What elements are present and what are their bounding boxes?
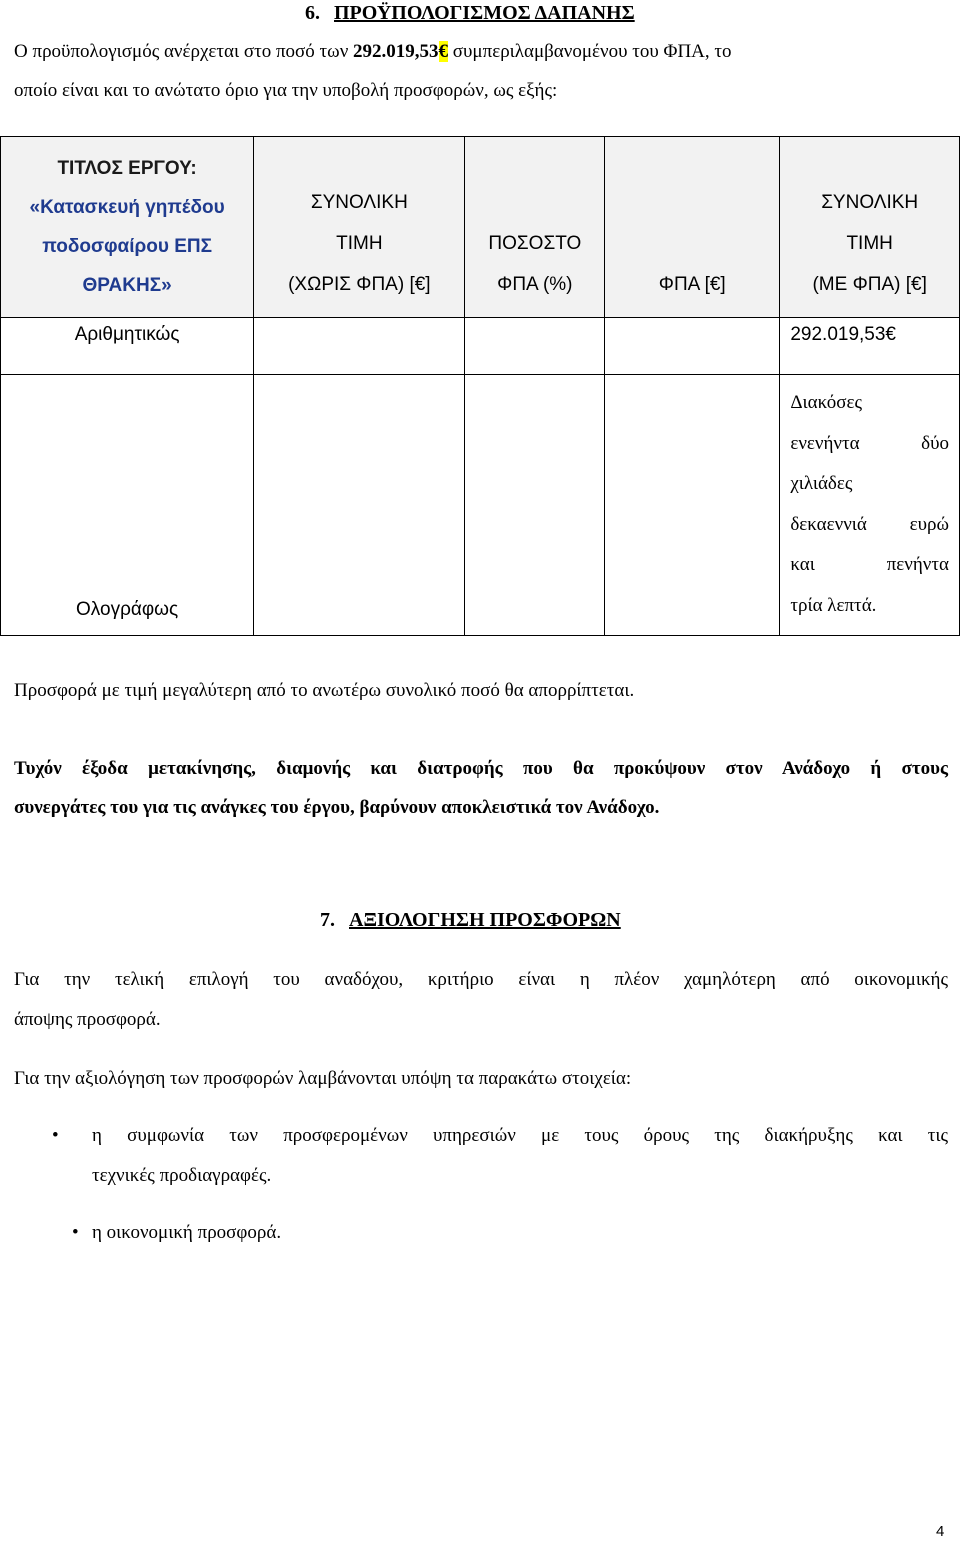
intro-suffix: συμπεριλαμβανομένου του ΦΠΑ, το [448,41,732,62]
section-6-title: ΠΡΟΫΠΟΛΟΓΙΣΜΟΣ ΔΑΠΑΝΗΣ [334,2,635,24]
intro-prefix: Ο προϋπολογισμός ανέρχεται στο ποσό των [14,41,354,62]
project-title-line: «Κατασκευή γηπέδου [29,197,225,218]
col-net-price-header [254,137,465,318]
bullet-item-1-line-1: η συμφωνία των προσφερομένων υπηρεσιών με τους όρους της διακήρυξης και τις [92,1125,948,1146]
euro-highlight: € [438,41,449,62]
col-header-line: (ΜΕ ΦΠΑ) [€] [812,274,927,295]
cell-empty [605,318,780,375]
cell-empty [254,318,465,375]
amount-words-line: δεκαεννιά ευρώ [790,513,949,535]
row-label-numeric: Αριθμητικώς [1,318,254,375]
project-title-line: ΘΡΑΚΗΣ» [82,275,172,296]
amount-words-line: τρία λεπτά. [790,594,877,616]
gross-total-words [780,375,960,636]
cell-empty [465,318,605,375]
intro-line-2: οποίο είναι και το ανώτατο όριο για την υποβολή προσφορών, ως εξής: [14,80,558,101]
col-gross-price-header [780,137,960,318]
page-number: 4 [936,1523,945,1540]
col-header-line: ΠΟΣΟΣΤΟ [488,233,582,254]
bullet-marker: • [72,1222,79,1243]
project-title-line: ΤΙΤΛΟΣ ΕΡΓΟΥ: [57,158,197,179]
gross-total-numeric: 292.019,53€ [780,318,960,375]
evaluation-intro: Για την αξιολόγηση των προσφορών λαμβάνονται υπόψη τα παρακάτω στοιχεία: [14,1068,632,1089]
section-7-heading [320,909,621,932]
intro-line-1 [14,41,948,63]
col-header-line: ΦΠΑ (%) [497,274,573,295]
table-row-numeric [1,318,960,375]
amount-words-line: χιλιάδες [790,473,853,494]
col-header-line: ΦΠΑ [€] [658,274,726,295]
expenses-note-line-1: Τυχόν έξοδα μετακίνησης, διαμονής και διατροφής που θα προκύψουν στον Ανάδοχο ή στους [14,758,948,779]
project-title-line: ποδοσφαίρου ΕΠΣ [42,236,212,257]
col-header-line: (ΧΩΡΙΣ ΦΠΑ) [€] [288,274,431,295]
col-vat-header [605,137,780,318]
budget-table [0,136,960,636]
amount-words-line: Διακόσες [790,392,863,413]
project-title-cell [1,137,254,318]
col-vat-rate-header [465,137,605,318]
rejection-note: Προσφορά με τιμή μεγαλύτερη από το ανωτέρω συνολικό ποσό θα απορρίπτεται. [14,680,635,701]
budget-amount: 292.019,53 [353,41,439,62]
cell-empty [254,375,465,636]
section-6-heading [305,2,635,25]
criterion-line-2: άποψης προσφορά. [14,1009,161,1030]
col-header-line: ΣΥΝΟΛΙΚΗ [310,192,408,213]
row-label-words: Ολογράφως [1,375,254,636]
col-header-line: ΣΥΝΟΛΙΚΗ [821,192,919,213]
section-7-title: ΑΞΙΟΛΟΓΗΣΗ ΠΡΟΣΦΟΡΩΝ [349,909,621,931]
amount-words-line: και πενήντα [790,554,949,575]
criterion-line-1: Για την τελική επιλογή του αναδόχου, κριτήριο είναι η πλέον χαμηλότερη από οικονομικής [14,969,948,990]
bullet-item-2: η οικονομική προσφορά. [92,1222,282,1243]
expenses-note-line-2: συνεργάτες του για τις ανάγκες του έργου, βαρύνουν αποκλειστικά τον Ανάδοχο. [14,797,660,818]
table-row-words [1,375,960,636]
bullet-marker: • [52,1125,59,1146]
col-header-line: ΤΙΜΗ [336,233,383,254]
section-7-number: 7. [320,909,335,931]
amount-words-line: ενενήντα δύο [790,432,949,454]
bullet-item-1-line-2: τεχνικές προδιαγραφές. [92,1165,272,1186]
table-header-row [1,137,960,318]
col-header-line: ΤΙΜΗ [846,233,893,254]
cell-empty [465,375,605,636]
cell-empty [605,375,780,636]
section-6-number: 6. [305,2,320,24]
